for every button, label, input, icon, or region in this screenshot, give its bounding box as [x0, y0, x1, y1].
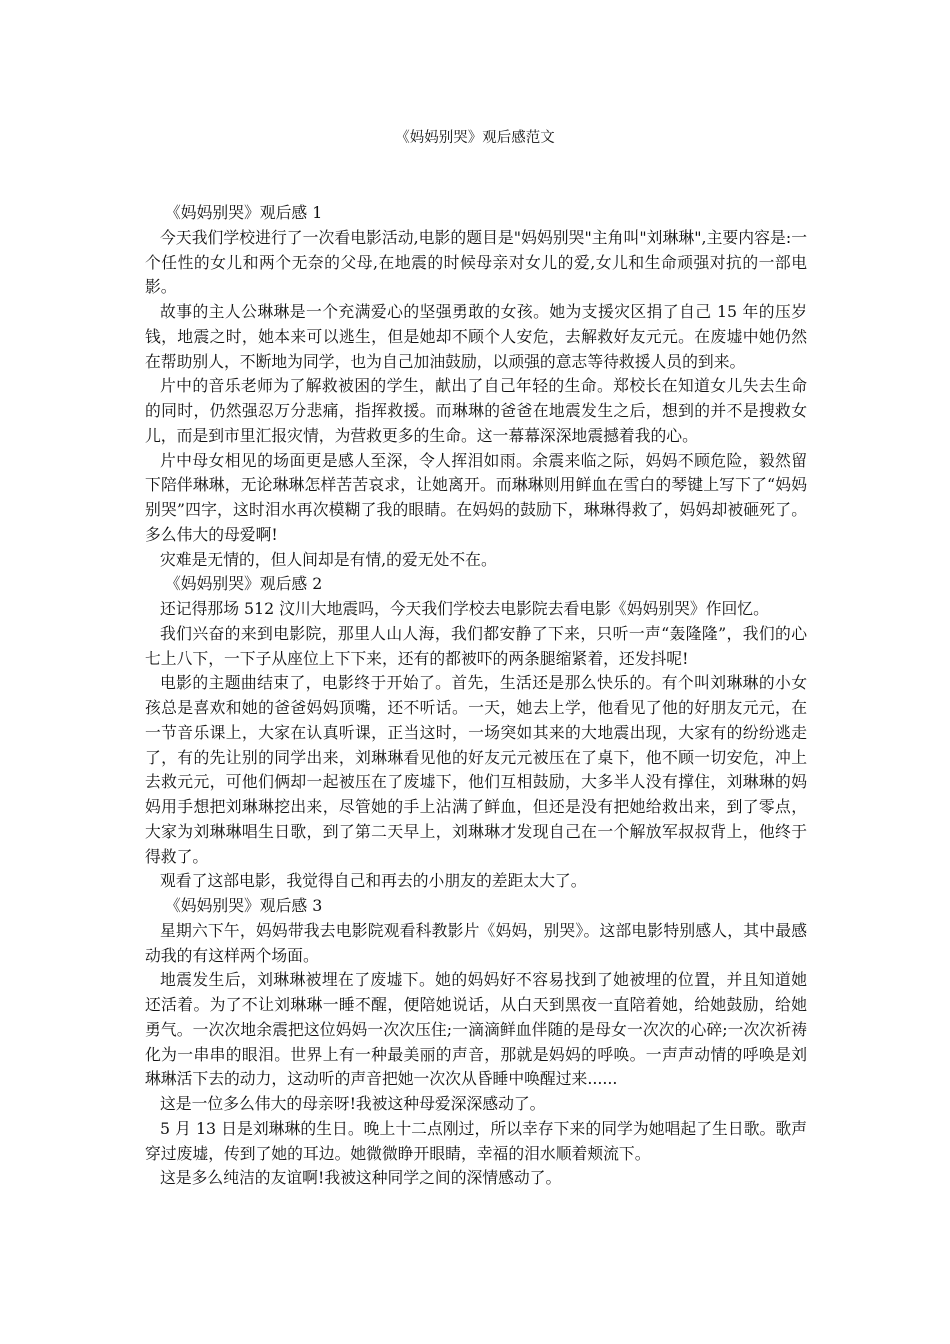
paragraph: 地震发生后，刘琳琳被埋在了废墟下。她的妈妈好不容易找到了她被埋的位置，并且知道她还活着。为了不让刘琳琳一睡不醒，便陪她说话，从白天到黑夜一直陪着她，给她鼓励，给她勇气。一次次地余震把这位妈妈一次次压住;一滴滴鲜血伴随的是母女一次次的心碎;一次次祈祷化为一串串的眼泪。世界上有一种最美丽的声音，那就是妈妈的呼唤。一声声动情的呼唤是刘琳琳活下去的动力，这动听的声音把她一次次从昏睡中唤醒过来...... [145, 970, 807, 1089]
document-title: 《妈妈别哭》观后感范文 [395, 130, 555, 146]
section-heading-3: 《妈妈别哭》观后感 3 [165, 896, 323, 915]
paragraph: 这是一位多么伟大的母亲呀!我被这种母爱深深感动了。 [160, 1094, 546, 1113]
document-body [145, 201, 807, 1191]
paragraph: 这是多么纯洁的友谊啊!我被这种同学之间的深情感动了。 [160, 1168, 562, 1188]
paragraph: 故事的主人公琳琳是一个充满爱心的坚强勇敢的女孩。她为支援灾区捐了自己 15 年的压岁钱，地震之时，她本来可以逃生，但是她却不顾个人安危，去解救好友元元。在废墟中她仍然在帮助别人，不断地为同学，也为自己加油鼓励，以顽强的意志等待救援人员的到来。 [145, 302, 807, 371]
paragraph: 片中母女相见的场面更是感人至深，令人挥泪如雨。余震来临之际，妈妈不顾危险，毅然留下陪伴琳琳，无论琳琳怎样苦苦哀求，让她离开。而琳琳则用鲜血在雪白的琴键上写下了“妈妈别哭”四字，这时泪水再次模糊了我的眼睛。在妈妈的鼓励下，琳琳得救了，妈妈却被砸死了。多么伟大的母爱啊! [145, 450, 807, 544]
paragraph: 片中的音乐老师为了解救被困的学生，献出了自己年轻的生命。郑校长在知道女儿失去生命的同时，仍然强忍万分悲痛，指挥救援。而琳琳的爸爸在地震发生之后，想到的并不是搜救女儿，而是到市里汇报灾情，为营救更多的生命。这一幕幕深深地震撼着我的心。 [145, 376, 807, 445]
paragraph: 星期六下午，妈妈带我去电影院观看科教影片《妈妈，别哭》。这部电影特别感人，其中最感动我的有这样两个场面。 [145, 920, 807, 965]
paragraph: 观看了这部电影，我觉得自己和再去的小朋友的差距太大了。 [160, 871, 587, 891]
paragraph: 电影的主题曲结束了，电影终于开始了。首先，生活还是那么快乐的。有个叫刘琳琳的小女孩总是喜欢和她的爸爸妈妈顶嘴，还不听话。一天，她去上学，他看见了他的好朋友元元，在一节音乐课上，大家在认真听课，正当这时，一场突如其来的大地震出现，大家有的纷纷逃走了，有的先让别的同学出来，刘琳琳看见他的好友元元被压在了桌下，他不顾一切安危，冲上去救元元，可他们俩却一起被压在了废墟下，他们互相鼓励，大多半人没有撑住，刘琳琳的妈妈用手想把刘琳琳挖出来，尽管她的手上沾满了鲜血，但还是没有把她给救出来，到了零点，大家为刘琳琳唱生日歌，到了第二天早上，刘琳琳才发现自己在一个解放军叔叔背上，他终于得救了。 [145, 673, 807, 866]
paragraph: 我们兴奋的来到电影院，那里人山人海，我们都安静了下来，只听一声“轰隆隆”，我们的心七上八下，一下子从座位上下下来，还有的都被吓的两条腿缩紧着，还发抖呢! [145, 623, 807, 668]
paragraph: 5 月 13 日是刘琳琳的生日。晚上十二点刚过，所以幸存下来的同学为她唱起了生日歌。歌声穿过废墟，传到了她的耳边。她微微睁开眼睛，幸福的泪水顺着颊流下。 [145, 1118, 807, 1163]
paragraph: 今天我们学校进行了一次看电影活动,电影的题目是"妈妈别哭"主角叫"刘琳琳",主要内容是:一个任性的女儿和两个无奈的父母,在地震的时候母亲对女儿的爱,女儿和生命顽强对抗的一部电影。 [145, 227, 807, 297]
section-heading-2: 《妈妈别哭》观后感 2 [165, 574, 323, 594]
paragraph: 还记得那场 512 汶川大地震吗，今天我们学校去电影院去看电影《妈妈别哭》作回忆。 [160, 599, 769, 618]
section-heading-1: 《妈妈别哭》观后感 1 [165, 203, 323, 222]
paragraph: 灾难是无情的，但人间却是有情,的爱无处不在。 [160, 549, 497, 569]
